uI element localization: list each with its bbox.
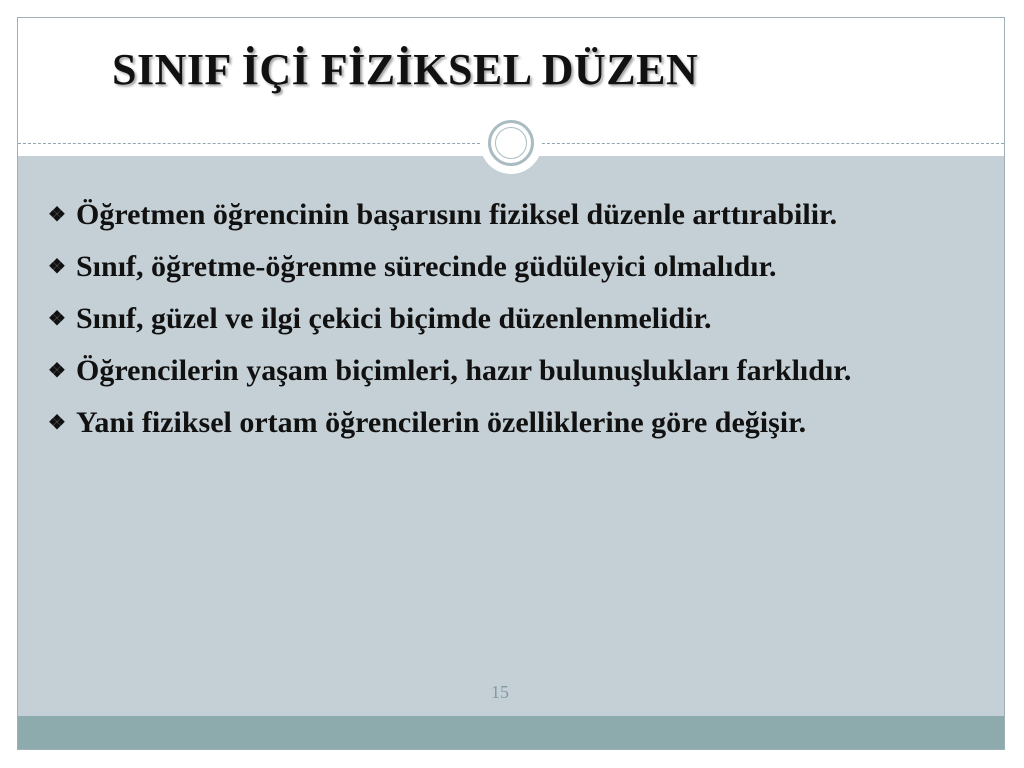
diamond-bullet-icon: ❖ [48, 256, 66, 278]
bullet-item [48, 298, 1008, 340]
bullet-list [48, 194, 1008, 454]
bullet-text: Öğretmen öğrencinin başarısını fiziksel düzenle arttırabilir. [76, 198, 838, 231]
bullet-text: Sınıf, güzel ve ilgi çekici biçimde düzenlenmelidir. [76, 302, 712, 335]
bullet-text: Yani fiziksel ortam öğrencilerin özelliklerine göre değişir. [76, 406, 807, 439]
diamond-bullet-icon: ❖ [48, 360, 66, 382]
page-number: 15 [491, 682, 509, 702]
bullet-text: Sınıf, öğretme-öğrenme sürecinde güdüleyici olmalıdır. [76, 250, 777, 283]
diamond-bullet-icon: ❖ [48, 412, 66, 434]
circle-ornament-ring [488, 120, 534, 166]
bottom-band [18, 716, 1004, 749]
bullet-item [48, 194, 1008, 236]
bullet-text: Öğrencilerin yaşam biçimleri, hazır bulunuşlukları farklıdır. [76, 354, 852, 387]
circle-ornament-icon [480, 112, 542, 174]
diamond-bullet-icon: ❖ [48, 204, 66, 226]
bullet-item [48, 402, 1008, 444]
diamond-bullet-icon: ❖ [48, 308, 66, 330]
slide-title: SINIF İÇİ FİZİKSEL DÜZEN [112, 45, 699, 94]
bullet-item [48, 246, 1008, 288]
bullet-item [48, 350, 1008, 392]
